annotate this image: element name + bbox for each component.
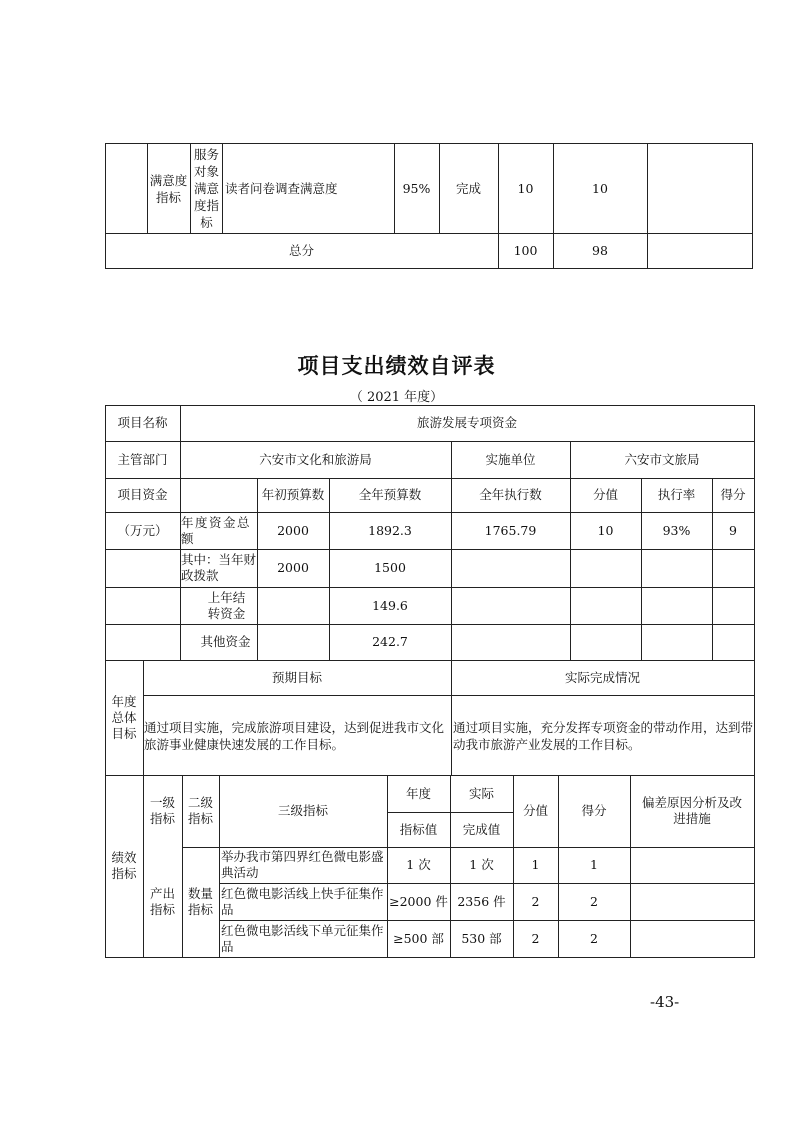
funds-row-total-label: 年度资金总额 [181, 514, 252, 546]
top-indicator-cell: 读者问卷调查满意度 [225, 180, 338, 196]
project-name-value: 旅游发展专项资金 [416, 415, 517, 430]
impl-value: 六安市文旅局 [624, 451, 700, 467]
dept-value: 六安市文化和旅游局 [259, 451, 372, 467]
goals-label: 年度总体目标 [111, 693, 137, 741]
perf-header-level2: 二级指标 [187, 795, 213, 826]
funds-row-total-weight: 10 [597, 522, 614, 538]
page-number: -43- [650, 993, 680, 1011]
goals-actual-label: 实际完成情况 [564, 669, 640, 685]
perf-header-weight: 分值 [522, 803, 548, 818]
perf-row-target: ≥500 部 [393, 930, 444, 946]
funds-unit: （万元） [117, 522, 168, 538]
perf-row-score: 2 [590, 930, 598, 946]
perf-header-year: 年度 [405, 785, 431, 801]
performance-label: 绩效指标 [111, 850, 137, 881]
total-value: 100 [513, 242, 538, 258]
perf-row-actual: 530 部 [461, 930, 502, 946]
perf-header-level3: 三级指标 [277, 803, 328, 818]
perf-header-actual: 完成值 [462, 821, 501, 837]
total-score: 98 [592, 242, 608, 258]
funds-row-fiscal-initial: 2000 [277, 560, 309, 575]
perf-row-actual: 2356 件 [457, 893, 506, 909]
perf-row-score: 2 [590, 893, 598, 909]
funds-row-other-label: 其他资金 [200, 634, 251, 649]
perf-level2-value: 数量指标 [187, 886, 213, 917]
funds-header-score: 得分 [720, 487, 746, 502]
perf-header-score: 得分 [581, 803, 607, 818]
total-label: 总分 [288, 242, 314, 258]
funds-header-weight: 分值 [592, 487, 618, 502]
dept-label: 主管部门 [117, 451, 168, 467]
perf-header-target: 指标值 [399, 821, 438, 837]
year-line: （ 2021 年度） [349, 390, 444, 405]
funds-header-rate: 执行率 [657, 487, 696, 502]
funds-row-total-score: 9 [729, 522, 737, 538]
perf-header-level1: 一级指标 [149, 795, 175, 826]
top-level3-cell: 服务对象满意度指标 [193, 147, 219, 230]
perf-level1-value: 产出指标 [149, 886, 175, 917]
funds-header-initial: 年初预算数 [261, 487, 325, 502]
funds-row-fiscal-label: 其中：当年财政拨款 [181, 552, 257, 583]
perf-row-target: ≥2000 件 [389, 893, 448, 909]
top-score-cell: 10 [592, 180, 608, 196]
top-actual-cell: 完成 [455, 180, 481, 196]
goals-actual-text: 通过项目实施，充分发挥专项资金的带动作用，达到带动我市旅游产业发展的工作目标。 [453, 720, 754, 752]
goals-expected-label: 预期目标 [271, 669, 322, 685]
funds-header-executed: 全年执行数 [479, 487, 542, 502]
perf-row-target: 1 次 [406, 857, 431, 872]
project-name-label: 项目名称 [117, 415, 168, 430]
top-weight-cell: 10 [517, 180, 534, 196]
funds-row-fiscal-annual: 1500 [374, 560, 406, 575]
perf-header-analysis: 偏差原因分析及改进措施 [641, 795, 742, 826]
goals-expected-text: 通过项目实施，完成旅游项目建设，达到促进我市文化旅游事业健康快速发展的工作目标。 [144, 720, 445, 752]
funds-row-other-annual: 242.7 [372, 634, 408, 649]
perf-row-name: 举办我市第四界红色微电影盛典活动 [221, 849, 384, 880]
top-level2-cell: 满意度指标 [149, 172, 188, 205]
funds-row-total-annual: 1892.3 [368, 522, 412, 538]
perf-row-name: 红色微电影活线上快手征集作品 [221, 885, 384, 917]
perf-row-actual: 1 次 [469, 857, 494, 872]
perf-header-actual-top: 实际 [468, 785, 494, 801]
funds-row-carryover-annual: 149.6 [372, 597, 408, 613]
funds-row-carryover-label: 上年结转资金 [207, 589, 246, 621]
impl-label: 实施单位 [485, 451, 536, 467]
top-target-cell: 95% [402, 180, 431, 196]
funds-row-total-executed: 1765.79 [484, 522, 537, 538]
funds-header-annual: 全年预算数 [358, 487, 422, 502]
perf-row-weight: 1 [531, 857, 540, 872]
perf-row-weight: 2 [531, 893, 540, 909]
page-title: 项目支出绩效自评表 [297, 354, 496, 378]
funds-label: 项目资金 [117, 487, 168, 502]
funds-row-total-rate: 93% [662, 522, 691, 538]
funds-row-total-initial: 2000 [277, 522, 309, 538]
perf-row-name: 红色微电影活线下单元征集作品 [221, 922, 384, 954]
perf-row-score: 1 [590, 857, 598, 872]
perf-row-weight: 2 [531, 930, 540, 946]
